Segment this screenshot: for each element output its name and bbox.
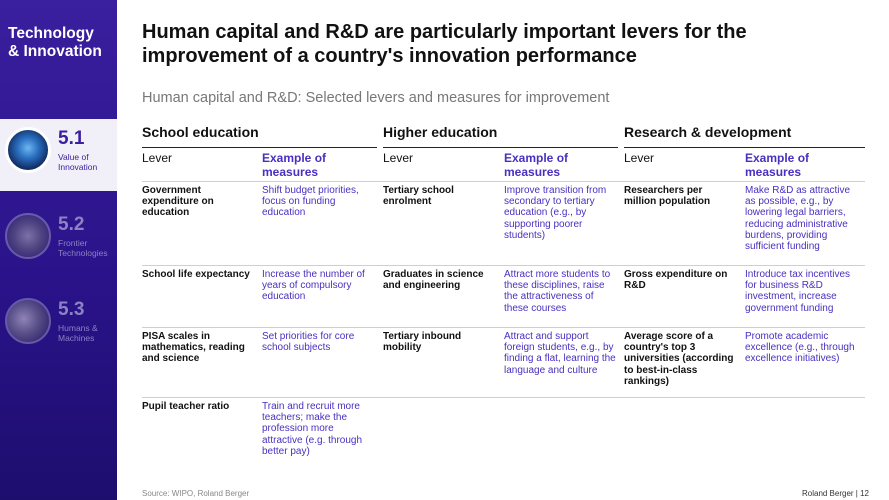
table-cell: Average score of a country's top 3 universities (according to best-in-class rankings) xyxy=(624,331,734,387)
globe-hand-icon xyxy=(5,127,51,173)
table-cell: Set priorities for core school subjects xyxy=(262,331,355,354)
table-cell: Attract more students to these disciplines, raise the attractiveness of these courses xyxy=(504,269,611,314)
nav-item-number: 5.1 xyxy=(58,128,85,149)
section-divider xyxy=(624,147,865,148)
nav-item-number: 5.3 xyxy=(58,299,85,320)
nav-item-frontier-technologies[interactable] xyxy=(0,205,117,277)
table-cell: Gross expenditure on R&D xyxy=(624,269,728,292)
sidebar-title xyxy=(8,25,102,61)
column-header-example xyxy=(504,151,568,179)
row-divider xyxy=(142,397,865,398)
table-cell: Promote academic excellence (e.g., through excellence initiatives) xyxy=(745,331,855,365)
nav-label-line2: Technologies xyxy=(58,248,108,258)
column-header-line2: measures xyxy=(262,165,319,179)
page-title: Human capital and R&D are particularly important levers for the improvement of a country's innovation performance xyxy=(142,21,747,67)
column-header-example xyxy=(262,151,326,179)
nav-label-line2: Machines xyxy=(58,333,95,343)
section-heading-higher: Higher education xyxy=(383,124,498,140)
column-header-line1: Example of xyxy=(504,151,569,165)
nav-item-label xyxy=(58,238,108,258)
nav-item-label xyxy=(58,152,97,172)
table-cell: Train and recruit more teachers; make the profession more attractive (e.g. through better pay) xyxy=(262,401,363,457)
table-cell: Government expenditure on education xyxy=(142,185,214,219)
table-cell: Pupil teacher ratio xyxy=(142,401,230,412)
column-header-lever: Lever xyxy=(624,151,655,165)
fingerprint-icon xyxy=(5,213,51,259)
column-header-line1: Example of xyxy=(745,151,810,165)
table-cell: Increase the number of years of compulsory education xyxy=(262,269,365,303)
table-cell: Attract and support foreign students, e.g., by finding a flat, learning the language and culture xyxy=(504,331,616,376)
table-cell: Graduates in science and engineering xyxy=(383,269,484,292)
nav-item-number: 5.2 xyxy=(58,214,85,235)
row-divider xyxy=(142,265,865,266)
nav-label-line1: Humans & xyxy=(58,323,98,333)
table-cell: Shift budget priorities, focus on funding education xyxy=(262,185,359,219)
sidebar-title-line2: & Innovation xyxy=(8,43,102,60)
table-cell: Introduce tax incentives for business R&D investment, increase government funding xyxy=(745,269,851,314)
table-cell: School life expectancy xyxy=(142,269,250,280)
column-header-line2: measures xyxy=(504,165,561,179)
robot-hand-icon xyxy=(5,298,51,344)
table-cell: PISA scales in mathematics, reading and science xyxy=(142,331,245,365)
column-header-lever: Lever xyxy=(142,151,173,165)
table-cell: Improve transition from secondary to tertiary education (e.g., by supporting poorer students) xyxy=(504,185,607,241)
column-header-line1: Example of xyxy=(262,151,327,165)
table-cell: Tertiary school enrolment xyxy=(383,185,454,208)
column-header-lever: Lever xyxy=(383,151,414,165)
sidebar-title-line1: Technology xyxy=(8,25,94,42)
source-note: Source: WIPO, Roland Berger xyxy=(142,489,250,498)
nav-item-value-of-innovation[interactable] xyxy=(0,119,117,191)
table-cell: Researchers per million population xyxy=(624,185,711,208)
sidebar xyxy=(0,0,117,500)
section-heading-research: Research & development xyxy=(624,124,792,140)
nav-item-label xyxy=(58,323,98,343)
row-divider xyxy=(142,327,865,328)
page-subtitle: Human capital and R&D: Selected levers and measures for improvement xyxy=(142,90,610,106)
column-header-example xyxy=(745,151,809,179)
nav-label-line1: Frontier xyxy=(58,238,88,248)
column-header-line2: measures xyxy=(745,165,802,179)
nav-item-humans-machines[interactable] xyxy=(0,290,117,362)
table-cell: Tertiary inbound mobility xyxy=(383,331,462,354)
section-divider xyxy=(383,147,618,148)
table-cell: Make R&D as attractive as possible, e.g., by lowering legal barriers, reducing administrative burdens, providing sufficient funding xyxy=(745,185,851,253)
nav-label-line1: Value of xyxy=(58,152,89,162)
page-footer: Roland Berger | 12 xyxy=(801,489,869,498)
nav-label-line2: Innovation xyxy=(58,162,98,172)
section-heading-school: School education xyxy=(142,124,259,140)
section-divider xyxy=(142,147,377,148)
row-divider xyxy=(142,181,865,182)
